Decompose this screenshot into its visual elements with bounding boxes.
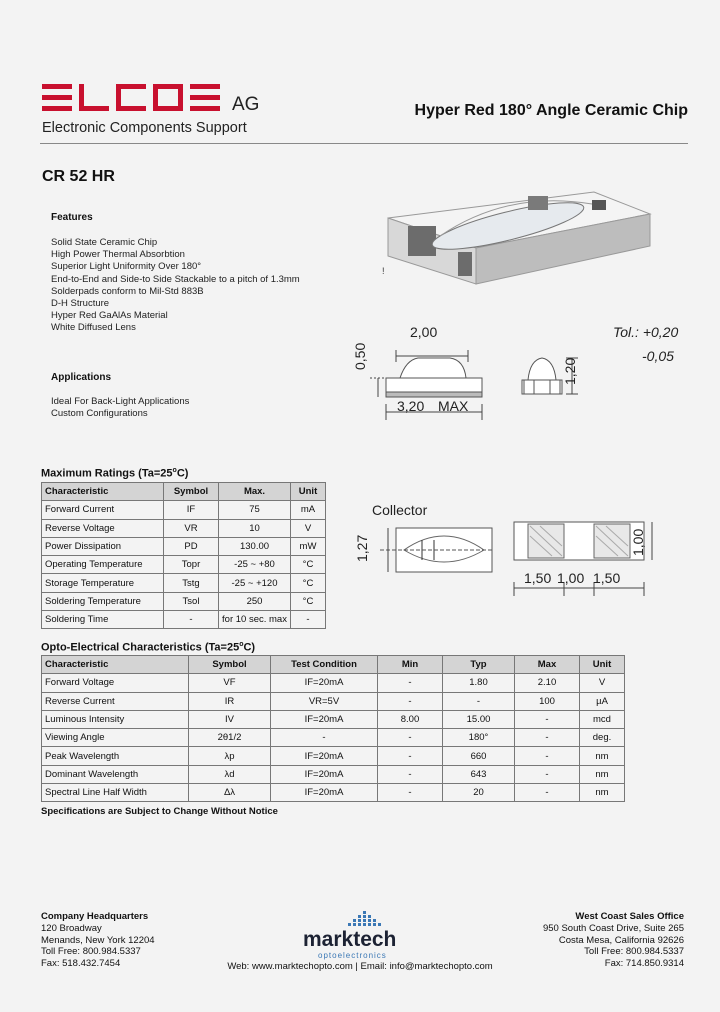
table-cell: Spectral Line Half Width bbox=[42, 784, 189, 802]
table-cell: - bbox=[378, 692, 443, 710]
table-cell: VF bbox=[189, 674, 271, 692]
table-cell: - bbox=[378, 674, 443, 692]
table-cell: Dominant Wavelength bbox=[42, 765, 189, 783]
table-cell: -25 ~ +120 bbox=[219, 574, 291, 592]
table-row bbox=[42, 556, 326, 574]
hq-line: Toll Free: 800.984.5337 bbox=[41, 946, 141, 958]
table-cell: °C bbox=[291, 574, 326, 592]
dim-length: 3,20 bbox=[397, 398, 425, 414]
table-cell: Topr bbox=[164, 556, 219, 574]
dim-pad-a: 1,50 bbox=[524, 570, 552, 586]
elcos-logo bbox=[42, 84, 220, 112]
chip-3d-illustration bbox=[380, 178, 680, 290]
table-cell: Luminous Intensity bbox=[42, 710, 189, 728]
list-item: End-to-End and Side-to Side Stackable to a pitch of 1.3mm bbox=[51, 273, 300, 285]
list-item: Superior Light Uniformity Over 180° bbox=[51, 261, 202, 273]
dim-pad-c: 1,50 bbox=[593, 570, 621, 586]
features-title: Features bbox=[51, 212, 93, 223]
table-cell: IF=20mA bbox=[271, 710, 378, 728]
table-cell: - bbox=[378, 784, 443, 802]
table-cell: 643 bbox=[443, 765, 515, 783]
table-cell: Operating Temperature bbox=[42, 556, 164, 574]
column-header: Max bbox=[515, 656, 580, 674]
list-item: White Diffused Lens bbox=[51, 322, 136, 334]
hq-line: 120 Broadway bbox=[41, 922, 102, 934]
table-cell: 1.80 bbox=[443, 674, 515, 692]
table-cell: Power Dissipation bbox=[42, 537, 164, 555]
table-cell: - bbox=[164, 611, 219, 629]
column-header: Unit bbox=[580, 656, 625, 674]
table-cell: 250 bbox=[219, 592, 291, 610]
table-cell: V bbox=[580, 674, 625, 692]
column-header: Test Condition bbox=[271, 656, 378, 674]
table-cell: for 10 sec. max bbox=[219, 611, 291, 629]
table-cell: IF=20mA bbox=[271, 674, 378, 692]
table-cell: 2θ1/2 bbox=[189, 729, 271, 747]
table-cell: IF bbox=[164, 501, 219, 519]
west-title: West Coast Sales Office bbox=[575, 911, 684, 922]
table-cell: Forward Voltage bbox=[42, 674, 189, 692]
table-cell: 130.00 bbox=[219, 537, 291, 555]
applications-list bbox=[51, 396, 189, 420]
collector-label: Collector bbox=[372, 502, 428, 518]
table-cell: - bbox=[515, 747, 580, 765]
dim-height-side: 0,50 bbox=[352, 342, 368, 370]
column-header: Typ bbox=[443, 656, 515, 674]
table-cell: - bbox=[271, 729, 378, 747]
dim-length-suffix: MAX bbox=[438, 398, 469, 414]
table-row bbox=[42, 729, 625, 747]
table-row bbox=[42, 747, 625, 765]
table-cell: VR=5V bbox=[271, 692, 378, 710]
table-cell: - bbox=[378, 729, 443, 747]
table-cell: 2.10 bbox=[515, 674, 580, 692]
table-cell: Soldering Temperature bbox=[42, 592, 164, 610]
table-cell: 75 bbox=[219, 501, 291, 519]
table-cell: 100 bbox=[515, 692, 580, 710]
hq-line: Fax: 518.432.7454 bbox=[41, 958, 121, 970]
header-divider bbox=[40, 143, 688, 144]
column-header: Min bbox=[378, 656, 443, 674]
tolerance-lower: -0,05 bbox=[642, 348, 674, 364]
table-cell: PD bbox=[164, 537, 219, 555]
west-line: Fax: 714.850.9314 bbox=[604, 958, 684, 970]
table-cell: IF=20mA bbox=[271, 747, 378, 765]
table-cell: deg. bbox=[580, 729, 625, 747]
opto-table bbox=[41, 655, 625, 802]
table-row bbox=[42, 501, 326, 519]
list-item: High Power Thermal Absorbtion bbox=[51, 249, 185, 261]
dim-pad-height: 1,00 bbox=[630, 528, 646, 556]
logo-subtitle: Electronic Components Support bbox=[42, 120, 247, 136]
table-row bbox=[42, 692, 625, 710]
column-header: Characteristic bbox=[42, 656, 189, 674]
table-cell: µA bbox=[580, 692, 625, 710]
column-header: Unit bbox=[291, 483, 326, 501]
table-cell: λd bbox=[189, 765, 271, 783]
table-row bbox=[42, 537, 326, 555]
table-cell: mW bbox=[291, 537, 326, 555]
opto-title: Opto-Electrical Characteristics $(Ta=25^oC)$ bbox=[41, 641, 256, 654]
west-line: Toll Free: 800.984.5337 bbox=[584, 946, 684, 958]
table-cell: Tsol bbox=[164, 592, 219, 610]
table-cell: Reverse Voltage bbox=[42, 519, 164, 537]
hq-line: Menands, New York 12204 bbox=[41, 934, 155, 946]
table-cell: Soldering Time bbox=[42, 611, 164, 629]
features-list bbox=[51, 237, 300, 335]
table-cell: - bbox=[443, 692, 515, 710]
marktech-logo: marktech bbox=[303, 928, 397, 951]
west-line: 950 South Coast Drive, Suite 265 bbox=[542, 922, 684, 934]
table-cell: V bbox=[291, 519, 326, 537]
part-number: CR 52 HR bbox=[42, 168, 115, 185]
column-header: Symbol bbox=[189, 656, 271, 674]
table-cell: mA bbox=[291, 501, 326, 519]
west-line: Costa Mesa, California 92626 bbox=[558, 934, 684, 946]
column-header: Characteristic bbox=[42, 483, 164, 501]
list-item: Ideal For Back-Light Applications bbox=[51, 396, 190, 407]
marktech-tagline: optoelectronics bbox=[318, 951, 387, 960]
table-row bbox=[42, 519, 326, 537]
table-cell: - bbox=[378, 747, 443, 765]
max-ratings-table bbox=[41, 482, 326, 629]
max-ratings-title: Maximum Ratings $(Ta=25^oC)$ bbox=[41, 467, 189, 480]
table-cell: Tstg bbox=[164, 574, 219, 592]
table-cell: IF=20mA bbox=[271, 784, 378, 802]
svg-text:!: ! bbox=[382, 266, 385, 276]
table-cell: -25 ~ +80 bbox=[219, 556, 291, 574]
table-cell: - bbox=[515, 710, 580, 728]
dim-pad-b: 1,00 bbox=[557, 570, 585, 586]
dim-collector-height: 1,27 bbox=[354, 534, 370, 562]
list-item: Hyper Red GaAlAs Material bbox=[51, 310, 168, 322]
table-cell: - bbox=[291, 611, 326, 629]
table-cell: nm bbox=[580, 747, 625, 765]
hq-title: Company Headquarters bbox=[41, 911, 149, 922]
table-cell: °C bbox=[291, 556, 326, 574]
table-row bbox=[42, 574, 326, 592]
table-cell: Viewing Angle bbox=[42, 729, 189, 747]
table-header-row bbox=[42, 483, 326, 501]
table-row bbox=[42, 674, 625, 692]
list-item: Solid State Ceramic Chip bbox=[51, 237, 158, 248]
logo-suffix: AG bbox=[232, 94, 260, 115]
marktech-dots-icon bbox=[340, 909, 400, 929]
table-row bbox=[42, 710, 625, 728]
table-cell: °C bbox=[291, 592, 326, 610]
table-cell: mcd bbox=[580, 710, 625, 728]
dim-height-end: 1,20 bbox=[562, 357, 578, 385]
column-header: Symbol bbox=[164, 483, 219, 501]
table-cell: 180° bbox=[443, 729, 515, 747]
table-cell: 8.00 bbox=[378, 710, 443, 728]
list-item: D-H Structure bbox=[51, 297, 110, 309]
table-row bbox=[42, 784, 625, 802]
column-header: Max. bbox=[219, 483, 291, 501]
table-row bbox=[42, 611, 326, 629]
table-cell: VR bbox=[164, 519, 219, 537]
table-cell: IV bbox=[189, 710, 271, 728]
table-cell: 660 bbox=[443, 747, 515, 765]
table-cell: 15.00 bbox=[443, 710, 515, 728]
table-row bbox=[42, 592, 326, 610]
table-cell: Δλ bbox=[189, 784, 271, 802]
table-cell: - bbox=[378, 765, 443, 783]
table-cell: Storage Temperature bbox=[42, 574, 164, 592]
table-cell: λp bbox=[189, 747, 271, 765]
table-cell: IR bbox=[189, 692, 271, 710]
table-cell: nm bbox=[580, 765, 625, 783]
table-cell: - bbox=[515, 765, 580, 783]
table-header-row bbox=[42, 656, 625, 674]
table-cell: Forward Current bbox=[42, 501, 164, 519]
table-cell: 20 bbox=[443, 784, 515, 802]
table-row bbox=[42, 765, 625, 783]
table-cell: Reverse Current bbox=[42, 692, 189, 710]
table-cell: IF=20mA bbox=[271, 765, 378, 783]
applications-title: Applications bbox=[51, 372, 112, 383]
change-notice: Specifications are Subject to Change Without Notice bbox=[41, 806, 278, 817]
table-cell: Peak Wavelength bbox=[42, 747, 189, 765]
list-item: Solderpads conform to Mil-Std 883B bbox=[51, 285, 204, 297]
document-title: Hyper Red 180° Angle Ceramic Chip bbox=[414, 102, 688, 119]
table-cell: nm bbox=[580, 784, 625, 802]
table-cell: 10 bbox=[219, 519, 291, 537]
table-cell: - bbox=[515, 784, 580, 802]
list-item: Custom Configurations bbox=[51, 408, 148, 420]
table-cell: - bbox=[515, 729, 580, 747]
dim-width-top: 2,00 bbox=[410, 324, 438, 340]
web-contact: Web: www.marktechopto.com | Email: info@marktechopto.com bbox=[227, 961, 493, 972]
tolerance-upper: Tol.: +0,20 bbox=[613, 324, 679, 340]
